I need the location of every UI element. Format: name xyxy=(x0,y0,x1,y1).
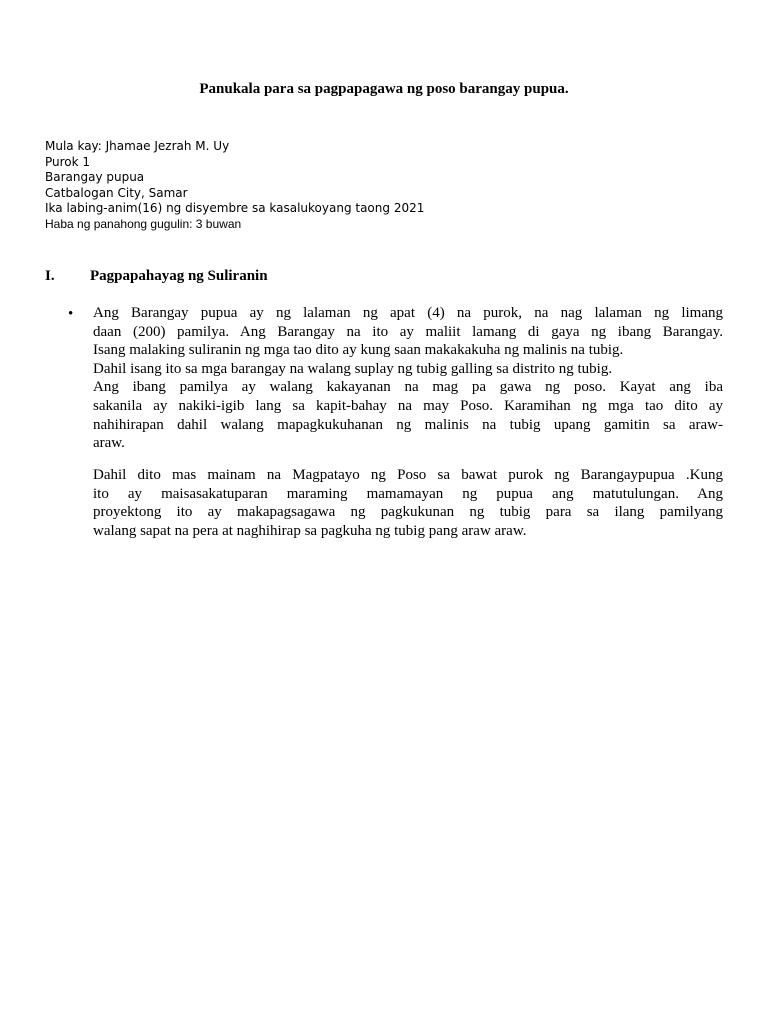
paragraph-line: proyektong ito ay makapagsagawa ng pagkukunan ng tubig para sa ilang pamilyang xyxy=(93,504,723,521)
paragraph-line: sakanila ay nakiki-igib lang sa kapit-bahay na may Poso. Karamihan ng mga tao dito ay xyxy=(93,397,723,414)
section-heading xyxy=(45,268,725,285)
author-line: Ika labing-anim(16) ng disyembre sa kasalukoyang taong 2021 xyxy=(45,201,425,215)
paragraph-2 xyxy=(93,466,723,540)
author-line: Barangay pupua xyxy=(45,170,145,184)
document-title: Panukala para sa pagpapagawa ng poso barangay pupua. xyxy=(199,81,569,97)
section-number: I. xyxy=(45,268,55,284)
paragraph-line: Ang ibang pamilya ay walang kakayanan na mag pa gawa ng poso. Kayat ang iba xyxy=(93,379,723,396)
paragraph-1 xyxy=(93,304,723,453)
paragraph-line: walang sapat na pera at naghihirap sa pagkuha ng tubig pang araw araw. xyxy=(93,522,527,539)
author-block xyxy=(45,139,424,232)
paragraph-line: daan (200) pamilya. Ang Barangay na ito ay maliit lamang di gaya ng ibang Barangay. xyxy=(93,323,723,340)
paragraph-line: Ang Barangay pupua ay ng lalaman ng apat (4) na purok, na nag lalaman ng limang xyxy=(93,305,723,321)
author-line: Mula kay: Jhamae Jezrah M. Uy xyxy=(45,139,230,153)
author-line: Purok 1 xyxy=(45,154,91,169)
section-heading-text: Pagpapahayag ng Suliranin xyxy=(90,268,268,284)
bullet-icon: • xyxy=(68,306,74,322)
paragraph-line: ito ay maisasakatuparan maraming mamamayan ng pupua ang matutulungan. Ang xyxy=(93,485,723,502)
paragraph-line: Dahil isang ito sa mga barangay na walang suplay ng tubig galling sa distrito ng tubig. xyxy=(93,360,613,377)
paragraph-line: Isang malaking suliranin ng mga tao dito ay kung saan makakakuha ng malinis na tubig. xyxy=(93,342,624,359)
author-line: Catbalogan City, Samar xyxy=(45,185,188,200)
paragraph-line: araw. xyxy=(93,435,125,452)
author-line: Haba ng panahong gugulin: 3 buwan xyxy=(45,216,242,231)
paragraph-line: nahihirapan dahil walang mapagkukuhanan ng malinis na tubig upang gamitin sa araw- xyxy=(93,416,723,433)
paragraph-line: Dahil dito mas mainam na Magpatayo ng Poso sa bawat purok ng Barangaypupua .Kung xyxy=(93,467,723,483)
